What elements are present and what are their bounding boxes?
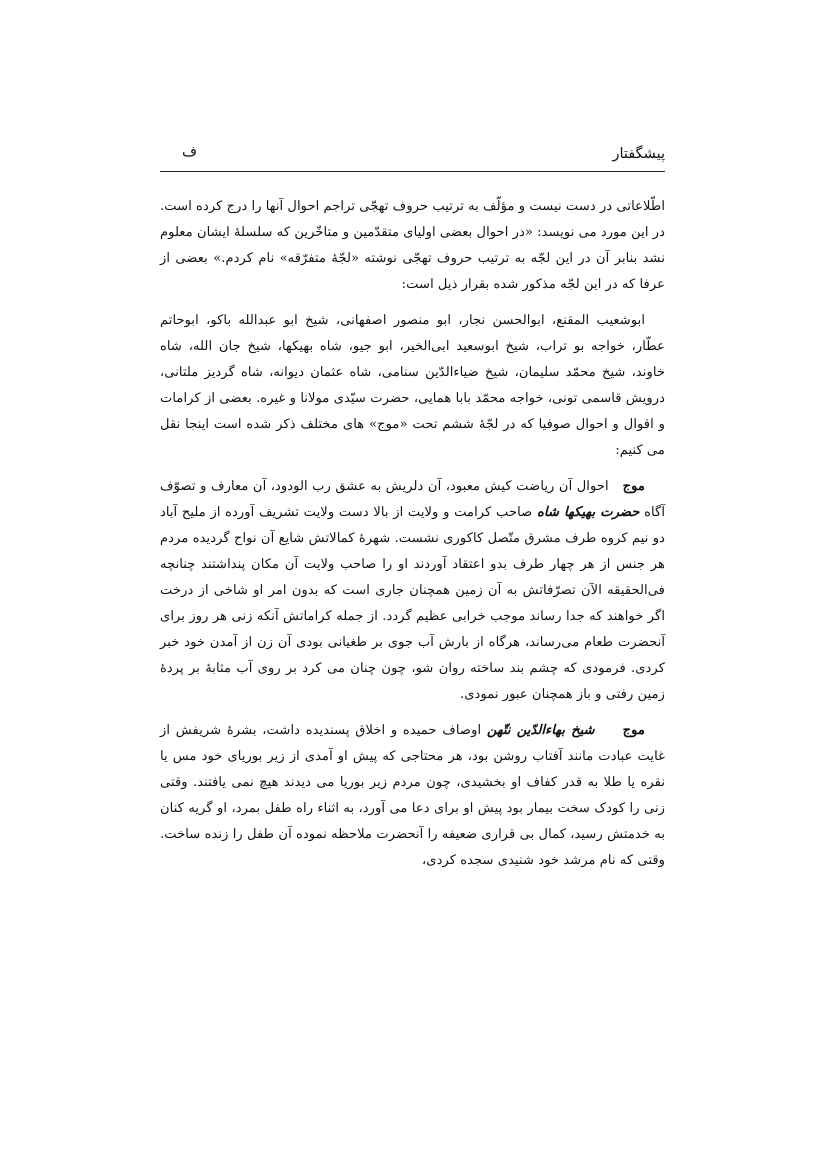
header-title: پیشگفتار [612, 146, 665, 162]
paragraph-3-text-b: صاحب کرامت و ولایت از بالا دست ولایت تشریف آورده از ملیح آباد دو نیم کروه طرف مشرق متّصل کاکوری نشست. شهرهٔ کمالاتش شایع آن نواح گردیده مردم هر جنس از هر چهار طرف بدو اعتقاد آوردند او را صاحب ولایت آن مکان پنداشتند چنانچه فی‌الحقیقه الآن تصرّفاتش به آن زمین همچنان جاری است که بدون امر او شاخی از درخت اگر خواهند که جدا رساند موجب خرابی عظیم گردد. از جمله کراماتش آنکه زنی هر روز برای آنحضرت طعام می‌رساند، هرگاه از بارش آب جوی بر طغیانی بودی آن زن از آمدن خود خبر کردی. فرمودی که چشم بند ساخته روان شو، چون چنان می کرد بر روی آب مثابهٔ بر پردهٔ زمین رفتی و باز همچنان عبور نمودی. [160, 505, 665, 702]
saint-name: حضرت بهیکها شاه [536, 505, 640, 520]
paragraph-4-text: اوصاف حمیده و اخلاق پسندیده داشت، بشرهٔ شریفش از غایت عبادت مانند آفتاب روشن بود، هر محتاجی که پیش او آمدی از زیر بوریای خود مس یا نقره یا طلا به قدر کفاف او بخشیدی، چون مردم زیر بوریا می دیدند هیچ نمی یافتند. وقتی زنی را کودک سخت بیمار بود پیش او برای دعا می آورد، به اثناء راه طفل بمرد، او گریه کنان به خدمتش رسید، کمال بی قراری ضعیفه را آنحضرت ملاحظه نموده آن طفل را زنده ساخت. وقتی که نام مرشد خود شنیدی سجده کردی، [160, 723, 665, 868]
paragraph-3-text-a: احوال آن ریاضت کیش معبود، آن دلریش به عشق رب الودود، آن معارف و تصوّف آگاه [160, 479, 665, 520]
running-header [160, 146, 665, 170]
paragraph-2: ابوشعیب المقنع، ابوالحسن نجار، ابو منصور اصفهانی، شیخ ابو عبدالله باکو، ابوحاتم عطّار، خواجه بو تراب، شیخ ابوسعید ابی‌الخیر، ابو جیو، شاه بهیکها، شیخ جان الله، شاه خاوند، شیخ محمّد سلیمان، شیخ ضیاءالدّین سنامی، شاه عثمان دیوانه، شاه گردیز ملتانی، درویش قاسمی تونی، خواجه محمّد بابا همایی، حضرت سیّدی مولانا و غیره. بعضی از کرامات و اقوال و احوال صوفیا که در لجّهٔ ششم تحت «موج» های مختلف ذکر شده است اینجا نقل می کنیم: [160, 313, 665, 458]
mawj-keyword: موج [622, 479, 645, 494]
header-rule [160, 171, 665, 172]
mawj-keyword: موج [622, 723, 645, 738]
paragraph-4 [160, 718, 665, 874]
page-body [160, 194, 665, 874]
page-number: ف [182, 144, 198, 160]
paragraph-1: اطّلاعاتی در دست نیست و مؤلّف به ترتیب حروف تهجّی تراجم احوال آنها را درج کرده است. در این مورد می نویسد: «در احوال بعضی اولیای متقدّمین و متاخّرین که سلسلهٔ ایشان معلوم نشد بنابر آن در این لجّه به ترتیب حروف تهجّی نوشته «لجّهٔ متفرّقه» نام کردم.» بعضی از عرفا که در این لجّه مذکور شده بقرار ذیل است: [160, 199, 665, 292]
paragraph-3 [160, 474, 665, 708]
saint-name: شیخ بهاءالدّین نتّهن [486, 723, 595, 738]
